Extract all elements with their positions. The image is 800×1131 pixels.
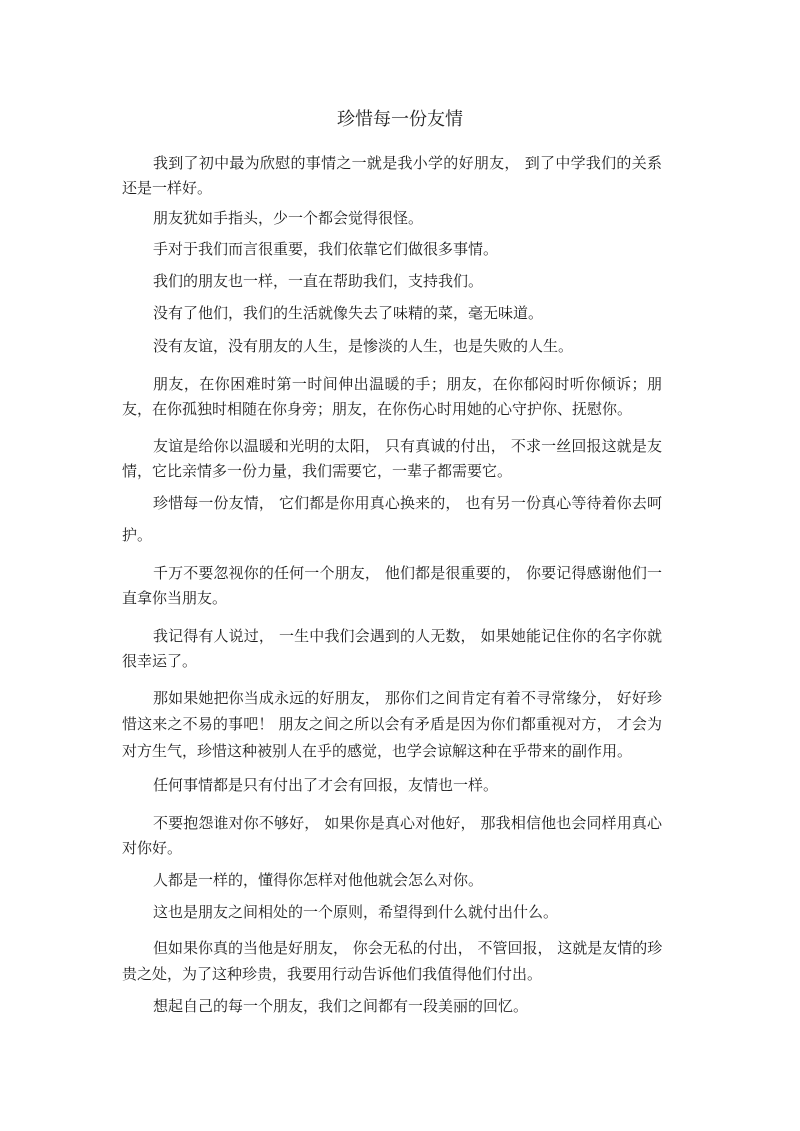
paragraph-line: 情，它比亲情多一份力量，我们需要它，一辈子都需要它。 — [122, 462, 513, 480]
paragraph-line: 没有友谊，没有朋友的人生，是惨淡的人生，也是失败的人生。 — [153, 337, 574, 355]
paragraph-line: 很幸运了。 — [122, 652, 198, 670]
paragraph-line: 朋友犹如手指头，少一个都会觉得很怪。 — [153, 209, 424, 227]
paragraph-line: 对你好。 — [122, 839, 183, 857]
paragraph-line: 友，在你孤独时相随在你身旁；朋友，在你伤心时用她的心守护你、抚慰你。 — [122, 400, 633, 418]
paragraph-line: 友谊是给你以温暖和光明的太阳， 只有真诚的付出， 不求一丝回报这就是友 — [153, 437, 662, 455]
paragraph-line: 但如果你真的当他是好朋友， 你会无私的付出， 不管回报， 这就是友情的珍 — [153, 939, 663, 957]
paragraph-line: 手对于我们而言很重要，我们依靠它们做很多事情。 — [153, 240, 499, 258]
paragraph-line: 千万不要忽视你的任何一个朋友， 他们都是很重要的， 你要记得感谢他们一 — [153, 564, 662, 582]
paragraph-line: 直拿你当朋友。 — [122, 589, 228, 607]
paragraph-line: 没有了他们，我们的生活就像失去了味精的菜，毫无味道。 — [153, 304, 544, 322]
paragraph-line: 我们的朋友也一样，一直在帮助我们，支持我们。 — [153, 272, 484, 290]
paragraph-line: 任何事情都是只有付出了才会有回报，友情也一样。 — [153, 776, 499, 794]
paragraph-line: 对方生气，珍惜这种被别人在乎的感觉，也学会谅解这种在乎带来的副作用。 — [122, 742, 633, 760]
paragraph-line: 不要抱怨谁对你不够好， 如果你是真心对他好， 那我相信他也会同样用真心 — [153, 814, 662, 832]
paragraph-line: 珍惜每一份友情， 它们都是你用真心换来的， 也有另一份真心等待着你去呵 — [153, 494, 662, 512]
paragraph-line: 人都是一样的，懂得你怎样对他他就会怎么对你。 — [153, 871, 484, 889]
paragraph-line: 我记得有人说过， 一生中我们会遇到的人无数， 如果她能记住你的名字你就 — [153, 627, 662, 645]
paragraph-line: 那如果她把你当成永远的好朋友， 那你们之间肯定有着不寻常缘分， 好好珍 — [153, 689, 662, 707]
paragraph-line: 想起自己的每一个朋友，我们之间都有一段美丽的回忆。 — [153, 997, 529, 1015]
paragraph-line: 朋友，在你困难时第一时间伸出温暖的手；朋友，在你郁闷时听你倾诉；朋 — [153, 375, 662, 393]
paragraph-line: 惜这来之不易的事吧！ 朋友之间之所以会有矛盾是因为你们都重视对方， 才会为 — [122, 715, 662, 733]
paragraph-line: 护。 — [122, 526, 153, 544]
paragraph-line: 还是一样好。 — [122, 179, 213, 197]
paragraph-line: 我到了初中最为欣慰的事情之一就是我小学的好朋友， 到了中学我们的关系 — [153, 154, 662, 172]
paragraph-line: 这也是朋友之间相处的一个原则，希望得到什么就付出什么。 — [153, 903, 559, 921]
paragraph-line: 贵之处，为了这种珍贵，我要用行动告诉他们我值得他们付出。 — [122, 965, 543, 983]
document-title: 珍惜每一份友情 — [337, 109, 463, 130]
